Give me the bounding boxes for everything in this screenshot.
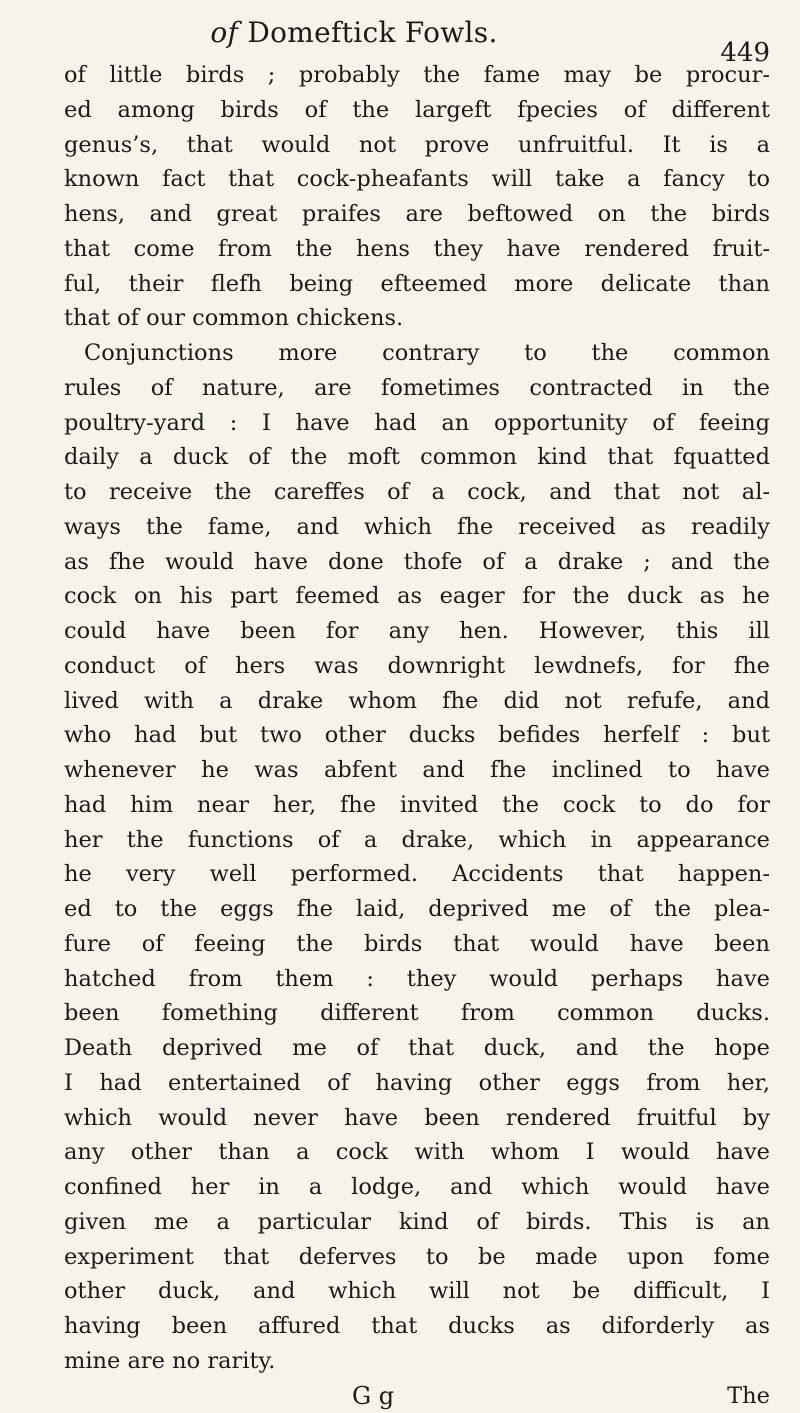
text-line: lived with a drake whom fhe did not refufe, and — [64, 684, 770, 719]
text-line: ful, their flefh being efteemed more delicate than — [64, 267, 770, 302]
text-line: hens, and great praifes are beftowed on the birds — [64, 197, 770, 232]
text-line: any other than a cock with whom I would have — [64, 1135, 770, 1170]
text-line: daily a duck of the moft common kind that fquatted — [64, 440, 770, 475]
text-line: as fhe would have done thofe of a drake ; and the — [64, 545, 770, 580]
signature-mark: G g — [352, 1379, 394, 1413]
text-line: whenever he was abfent and fhe inclined to have — [64, 753, 770, 788]
text-line: genus’s, that would not prove unfruitful. It is a — [64, 128, 770, 163]
text-line: experiment that deferves to be made upon fome — [64, 1240, 770, 1275]
text-line: mine are no rarity. — [64, 1344, 770, 1379]
text-line: poultry-yard : I have had an opportunity of feeing — [64, 406, 770, 441]
text-line: Conjunctions more contrary to the common — [64, 336, 770, 371]
text-line: ways the fame, and which fhe received as readily — [64, 510, 770, 545]
text-line: could have been for any hen. However, this ill — [64, 614, 770, 649]
text-line: known fact that cock-pheafants will take a fancy to — [64, 162, 770, 197]
text-line: ed among birds of the largeft fpecies of different — [64, 93, 770, 128]
running-head — [64, 14, 770, 62]
page-footer — [64, 1379, 770, 1413]
text-line: hatched from them : they would perhaps have — [64, 962, 770, 997]
text-line: fure of feeing the birds that would have been — [64, 927, 770, 962]
text-line: been fomething different from common ducks. — [64, 996, 770, 1031]
text-line: which would never have been rendered fruitful by — [64, 1101, 770, 1136]
running-head-text: Domeftick Fowls. — [247, 16, 497, 49]
text-line: confined her in a lodge, and which would have — [64, 1170, 770, 1205]
text-line: Death deprived me of that duck, and the hope — [64, 1031, 770, 1066]
text-line: given me a particular kind of birds. This is an — [64, 1205, 770, 1240]
running-head-prefix: of — [210, 16, 238, 49]
page-number: 449 — [720, 38, 770, 68]
text-line: that come from the hens they have rendered fruit- — [64, 232, 770, 267]
text-line: who had but two other ducks befides herfelf : but — [64, 718, 770, 753]
body-text — [64, 58, 770, 1413]
text-line: of little birds ; probably the fame may be procur- — [64, 58, 770, 93]
running-head-title — [64, 16, 644, 49]
text-line: cock on his part feemed as eager for the duck as he — [64, 579, 770, 614]
text-line: her the functions of a drake, which in appearance — [64, 823, 770, 858]
text-line: rules of nature, are fometimes contracted in the — [64, 371, 770, 406]
text-line: I had entertained of having other eggs from her, — [64, 1066, 770, 1101]
text-line: he very well performed. Accidents that happen- — [64, 857, 770, 892]
text-line: other duck, and which will not be difficult, I — [64, 1274, 770, 1309]
text-line: to receive the careffes of a cock, and that not al- — [64, 475, 770, 510]
text-line: conduct of hers was downright lewdnefs, for fhe — [64, 649, 770, 684]
text-line: had him near her, fhe invited the cock to do for — [64, 788, 770, 823]
text-line: ed to the eggs fhe laid, deprived me of the plea- — [64, 892, 770, 927]
text-line: having been affured that ducks as diforderly as — [64, 1309, 770, 1344]
text-line: that of our common chickens. — [64, 301, 770, 336]
catchword: The — [727, 1379, 770, 1413]
